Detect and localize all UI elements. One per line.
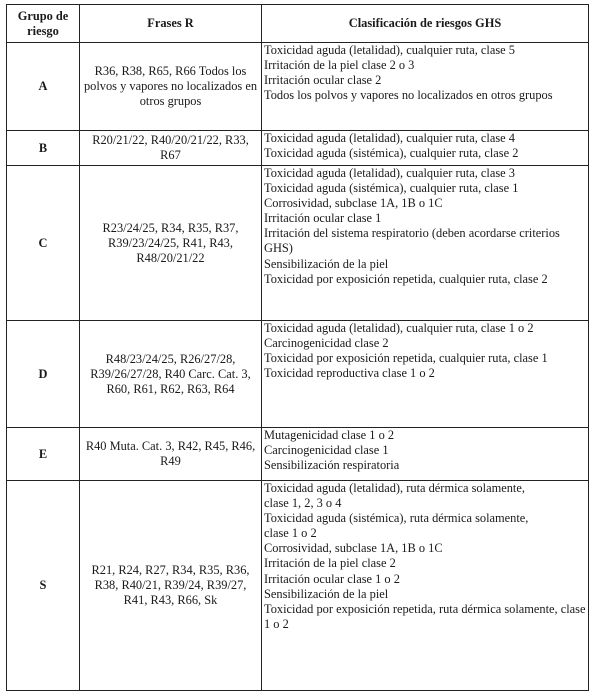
phrases-cell: R48/23/24/25, R26/27/28, R39/26/27/28, R40 Carc. Cat. 3, R60, R61, R62, R63, R64 (80, 321, 262, 428)
table-row (7, 428, 589, 481)
ghs-item: Toxicidad reproductiva clase 1 o 2 (264, 366, 435, 381)
phrases-cell: R23/24/25, R34, R35, R37, R39/23/24/25, R41, R43, R48/20/21/22 (80, 166, 262, 321)
ghs-item: Toxicidad por exposición repetida, cualquier ruta, clase 1 (264, 351, 548, 366)
header-row (7, 5, 589, 43)
ghs-item: Corrosividad, subclase 1A, 1B o 1C (264, 196, 443, 211)
header-ghs: Clasificación de riesgos GHS (262, 5, 589, 43)
header-group: Grupo de riesgo (7, 5, 80, 43)
ghs-item: Sensibilización de la piel (264, 256, 389, 271)
ghs-item: clase 1 o 2 (264, 526, 317, 541)
ghs-item: clase 1, 2, 3 o 4 (264, 496, 342, 511)
ghs-item: Irritación ocular clase 1 o 2 (264, 571, 400, 586)
ghs-cell (262, 481, 589, 691)
group-cell: D (7, 321, 80, 428)
ghs-item: Toxicidad aguda (letalidad), cualquier ruta, clase 4 (264, 131, 515, 145)
ghs-item: Toxicidad aguda (sistémica), cualquier ruta, clase 1 (264, 181, 519, 196)
ghs-cell (262, 43, 589, 131)
phrases-cell: R21, R24, R27, R34, R35, R36, R38, R40/21, R39/24, R39/27, R41, R43, R66, Sk (80, 481, 262, 691)
ghs-item: Sensibilización respiratoria (264, 458, 400, 473)
ghs-item: Toxicidad por exposición repetida, ruta dérmica solamente, clase 1 o 2 (264, 601, 586, 631)
ghs-item: Irritación ocular clase 1 (264, 211, 382, 226)
table-row (7, 481, 589, 691)
risk-classification-table (6, 4, 589, 691)
table-row (7, 166, 589, 321)
header-phrases: Frases R (80, 5, 262, 43)
ghs-item: Irritación del sistema respiratorio (deben acordarse criterios GHS) (264, 226, 560, 256)
group-cell: A (7, 43, 80, 131)
ghs-item: Irritación de la piel clase 2 (264, 556, 396, 571)
ghs-item: Toxicidad por exposición repetida, cualquier ruta, clase 2 (264, 271, 548, 286)
ghs-item: Corrosividad, subclase 1A, 1B o 1C (264, 541, 443, 556)
phrases-cell: R36, R38, R65, R66 Todos los polvos y vapores no localizados en otros grupos (80, 43, 262, 131)
table-row (7, 131, 589, 166)
ghs-item: Toxicidad aguda (letalidad), ruta dérmica solamente, (264, 481, 525, 495)
ghs-item: Todos los polvos y vapores no localizados en otros grupos (264, 88, 553, 103)
ghs-item: Toxicidad aguda (letalidad), cualquier ruta, clase 5 (264, 43, 515, 57)
ghs-cell (262, 131, 589, 166)
ghs-item: Toxicidad aguda (sistémica), cualquier ruta, clase 2 (264, 146, 519, 161)
ghs-cell (262, 321, 589, 428)
ghs-item: Sensibilización de la piel (264, 586, 389, 601)
ghs-item: Carcinogenicidad clase 1 (264, 443, 389, 458)
group-cell: E (7, 428, 80, 481)
group-cell: B (7, 131, 80, 166)
table-row (7, 321, 589, 428)
group-cell: C (7, 166, 80, 321)
phrases-cell: R40 Muta. Cat. 3, R42, R45, R46, R49 (80, 428, 262, 481)
ghs-item: Carcinogenicidad clase 2 (264, 336, 389, 351)
phrases-cell: R20/21/22, R40/20/21/22, R33, R67 (80, 131, 262, 166)
group-cell: S (7, 481, 80, 691)
ghs-item: Toxicidad aguda (letalidad), cualquier ruta, clase 3 (264, 166, 515, 180)
ghs-cell (262, 166, 589, 321)
document-page (6, 4, 589, 691)
ghs-item: Mutagenicidad clase 1 o 2 (264, 428, 395, 442)
ghs-cell (262, 428, 589, 481)
table-row (7, 43, 589, 131)
ghs-item: Irritación de la piel clase 2 o 3 (264, 58, 415, 73)
ghs-item: Toxicidad aguda (sistémica), ruta dérmica solamente, (264, 511, 529, 526)
ghs-item: Toxicidad aguda (letalidad), cualquier ruta, clase 1 o 2 (264, 321, 534, 335)
ghs-item: Irritación ocular clase 2 (264, 73, 382, 88)
